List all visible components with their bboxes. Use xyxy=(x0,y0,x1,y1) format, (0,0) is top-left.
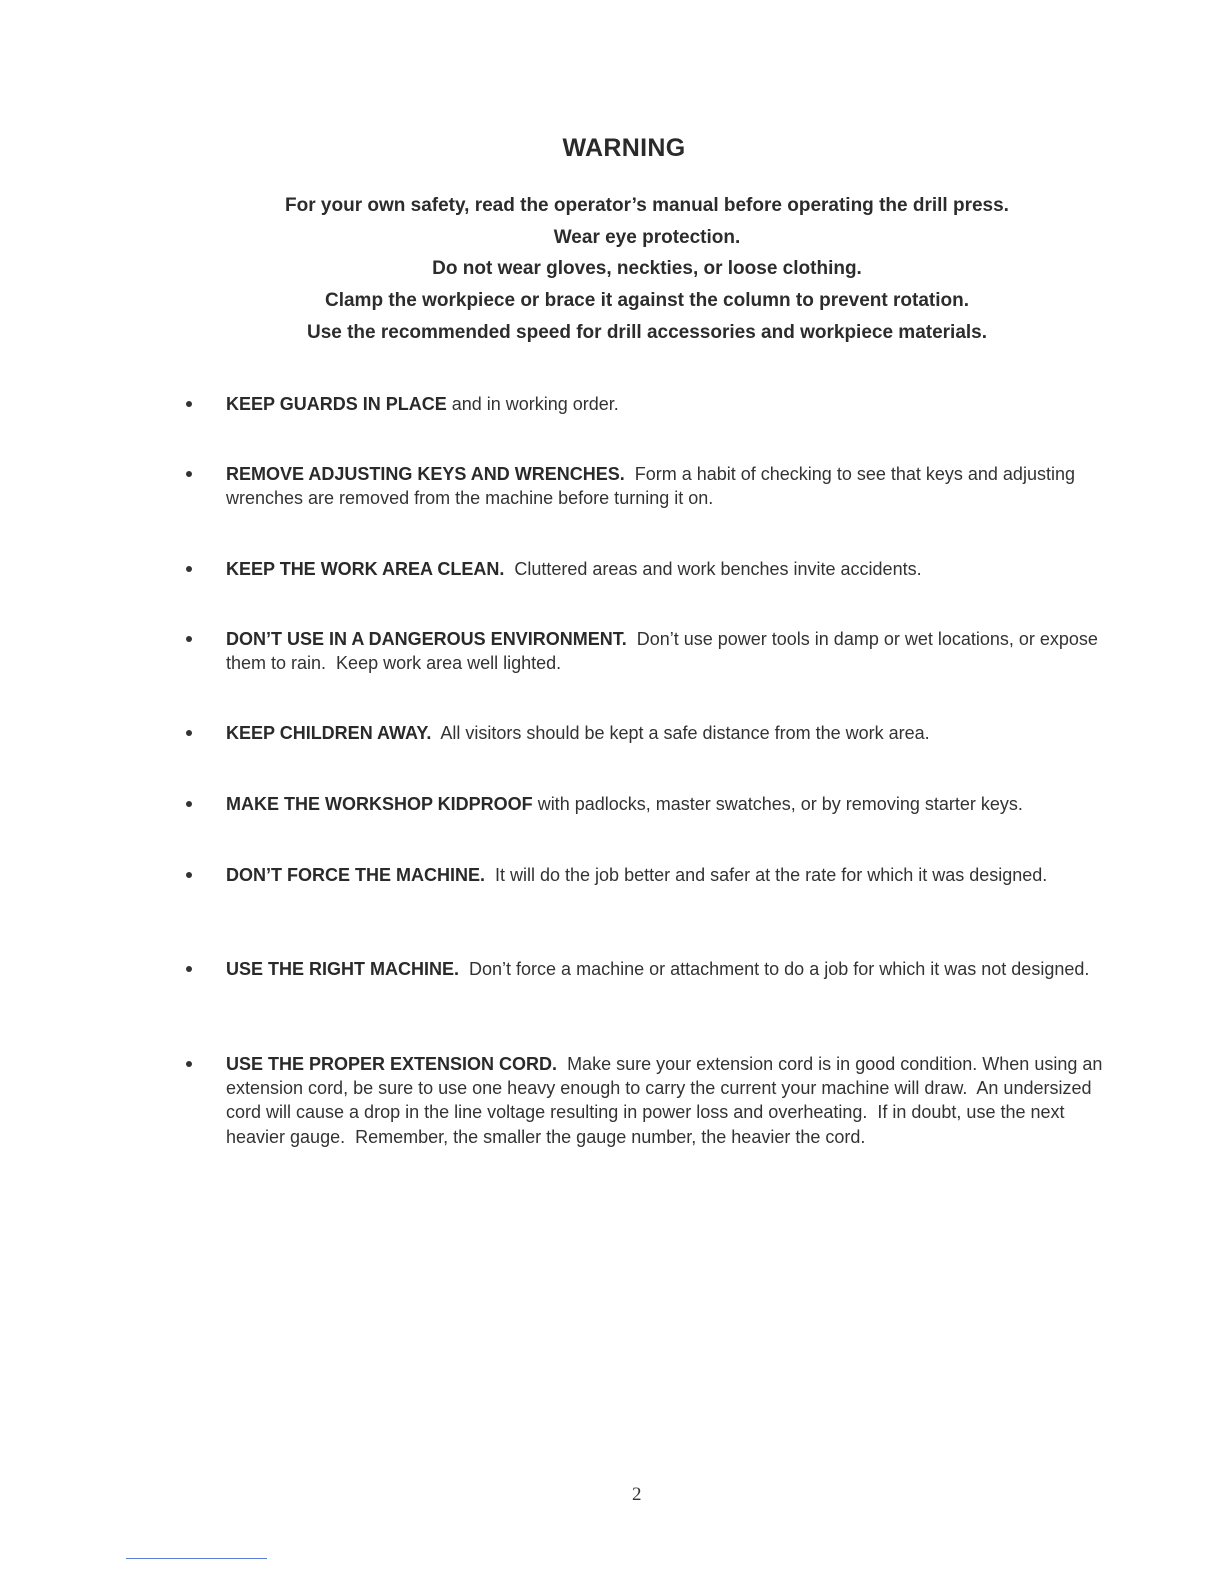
rule-body: Don’t use power tools in damp or wet locations, or expose them to rain. Keep work area well lighted. xyxy=(226,629,1103,674)
rule-text xyxy=(226,863,1106,887)
warning-line: Clamp the workpiece or brace it against the column to prevent rotation. xyxy=(324,290,969,312)
rule-text xyxy=(226,557,1106,581)
list-item xyxy=(186,557,1106,581)
footnote-divider xyxy=(126,1558,267,1559)
list-item xyxy=(186,392,1106,416)
bullet-icon xyxy=(186,401,192,407)
rule-heading: KEEP THE WORK AREA CLEAN. xyxy=(226,559,505,579)
list-item xyxy=(186,1052,1106,1149)
list-item xyxy=(186,721,1106,745)
bullet-icon xyxy=(186,872,192,878)
rule-text xyxy=(226,392,1106,416)
rule-heading: KEEP CHILDREN AWAY. xyxy=(226,723,432,743)
bullet-icon xyxy=(186,471,192,477)
rule-body: It will do the job better and safer at the rate for which it was designed. xyxy=(485,865,1048,885)
rule-body: with padlocks, master swatches, or by removing starter keys. xyxy=(532,794,1023,814)
rule-body: Cluttered areas and work benches invite accidents. xyxy=(504,559,922,579)
rule-body: Don’t force a machine or attachment to do a job for which it was not designed. xyxy=(459,959,1090,979)
rule-text xyxy=(226,462,1106,510)
page-title: WARNING xyxy=(562,134,686,162)
bullet-icon xyxy=(186,801,192,807)
bullet-icon xyxy=(186,966,192,972)
warning-line: For your own safety, read the operator’s manual before operating the drill press. xyxy=(285,195,1009,216)
bullet-icon xyxy=(186,566,192,572)
rule-heading: DON’T USE IN A DANGEROUS ENVIRONMENT. xyxy=(226,629,627,649)
page-number: 2 xyxy=(632,1484,642,1505)
rule-heading: REMOVE ADJUSTING KEYS AND WRENCHES. xyxy=(226,464,625,484)
rule-text xyxy=(226,721,1106,745)
rule-body: Form a habit of checking to see that keys and adjusting wrenches are removed from the machine before turning it on. xyxy=(226,464,1080,509)
rule-text xyxy=(226,957,1106,981)
warning-line: Wear eye protection. xyxy=(553,226,741,248)
list-item xyxy=(186,863,1106,887)
bullet-icon xyxy=(186,636,192,642)
warning-line: Use the recommended speed for drill accessories and workpiece materials. xyxy=(306,321,988,343)
rule-body: Make sure your extension cord is in good condition. When using an extension cord, be sure to use one heavy enough to carry the current your machine will draw. An undersized cord will cause a drop in the line voltage resulting in power loss and overheating. If in doubt, use the next heavier gauge. Remember, the smaller the gauge number, the heavier the cord. xyxy=(226,1054,1108,1147)
list-item xyxy=(186,627,1106,675)
list-item xyxy=(186,957,1106,981)
list-item xyxy=(186,792,1106,816)
rule-text xyxy=(226,1052,1106,1149)
warning-line: Do not wear gloves, neckties, or loose clothing. xyxy=(432,258,862,280)
rule-text xyxy=(226,792,1106,816)
rule-body: and in working order. xyxy=(446,394,619,414)
list-item xyxy=(186,462,1106,510)
rule-heading: KEEP GUARDS IN PLACE xyxy=(226,394,447,414)
warning-block xyxy=(0,190,1224,348)
rule-heading: USE THE PROPER EXTENSION CORD. xyxy=(226,1054,558,1074)
bullet-icon xyxy=(186,1061,192,1067)
rule-heading: USE THE RIGHT MACHINE. xyxy=(226,959,460,979)
bullet-icon xyxy=(186,730,192,736)
rule-heading: DON’T FORCE THE MACHINE. xyxy=(226,865,485,885)
rule-heading: MAKE THE WORKSHOP KIDPROOF xyxy=(226,794,533,814)
rule-text xyxy=(226,627,1106,675)
rule-body: All visitors should be kept a safe distance from the work area. xyxy=(431,723,930,743)
